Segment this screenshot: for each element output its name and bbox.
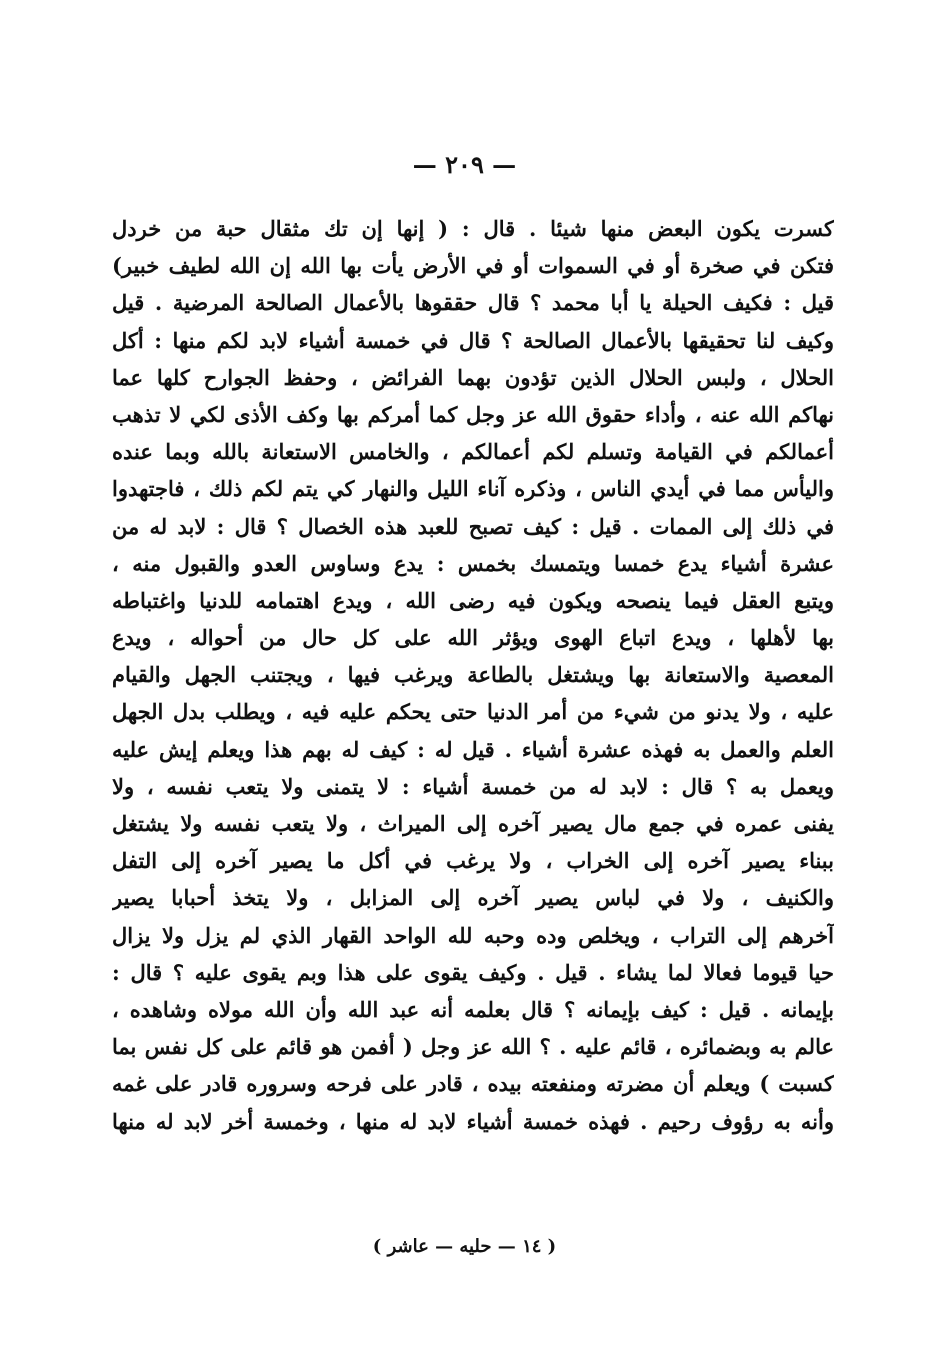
text-line: ببناء يصير آخره إلى الخراب ، ولا يرغب في أكل ما يصير آخره إلى التفل: [112, 848, 834, 874]
text-line: فتكن في صخرة أو في السموات أو في الأرض يأت بها الله إن الله لطيف خبير): [112, 253, 834, 279]
text-line: والكنيف ، ولا في لباس يصير آخره إلى المزابل ، ولا يتخذ أحبابا يصير: [112, 885, 834, 911]
text-line: عليه ، ولا يدنو من شيء من أمر الدنيا حتى يحكم عليه فيه ، ويطلب بدل الجهل: [112, 699, 834, 725]
text-line: واليأس مما في أيدي الناس ، وذكره آناء الليل والنهار كي يتم لكم ذلك ، فاجتهدوا: [112, 476, 834, 502]
text-line: وأنه به رؤوف رحيم . فهذه خمسة أشياء لابد له منها ، وخمسة أخر لابد له منها: [112, 1108, 834, 1134]
text-line: في ذلك إلى الممات . قيل : كيف تصبح للعبد هذه الخصال ؟ قال : لابد له من: [112, 513, 834, 539]
text-line: قيل : فكيف الحيلة يا أبا محمد ؟ قال حققوها بالأعمال الصالحة المرضية . قيل: [112, 290, 834, 316]
printer-signature: ( ١٤ — حليه — عاشر ): [372, 1236, 557, 1257]
text-line: الحلال ، ولبس الحلال الذين تؤدون بهما الفرائض ، وحفظ الجوارح كلها عما: [112, 364, 834, 390]
text-line: نهاكم الله عنه ، وأداء حقوق الله عز وجل كما أمركم بها وكف الأذى لكي لا تذهب: [112, 401, 834, 427]
text-line: أعمالكم في القيامة وتسلم لكم أعمالكم ، والخامس الاستعانة بالله وبما عنده: [112, 439, 834, 465]
body-text: [112, 210, 834, 1140]
text-line: كسرت يكون البعض منها شيئا . قال : ( إنها إن تك مثقال حبة من خردل: [112, 216, 834, 241]
text-line: يفنى عمره في جمع مال يصير آخره إلى الميراث ، ولا يتعب نفسه ولا يشتغل: [112, 811, 834, 836]
text-line: ويعمل به ؟ قال : لابد له من خمسة أشياء : لا يتمنى ولا يتعب نفسه ، ولا: [112, 773, 834, 799]
text-line: العلم والعمل به فهذه عشرة أشياء . قيل له : كيف له بهم هذا ويعلم إيش عليه: [112, 736, 834, 762]
text-line: كسبت ) ويعلم أن مضرته ومنفعته بيده ، قادر على فرحه وسروره قادر على غمه: [112, 1071, 834, 1097]
page-number: — ٢٠٩ —: [412, 150, 517, 179]
text-line: آخرهم إلى التراب ، ويخلص وده وحبه لله الواحد القهار الذي لم يزل ولا يزال: [112, 922, 834, 948]
text-line: المعصية والاستعانة بها ويشتغل بالطاعة ويرغب فيها ، ويجتنب الجهل والقيام: [112, 662, 834, 688]
text-line: وكيف لنا تحقيقها بالأعمال الصالحة ؟ قال في خمسة أشياء لابد لكم منها : أكل: [112, 327, 834, 353]
text-line: ويتبع العقل فيما ينصحه ويكون فيه رضى الله ، ويدع اهتمامه للدنيا واغتباطه: [112, 587, 834, 613]
text-line: بإيمانه . قيل : كيف بإيمانه ؟ قال بعلمه أنه عبد الله وأن الله مولاه وشاهده ،: [112, 996, 834, 1022]
text-line: حيا قيوما فعالا لما يشاء . قيل . وكيف يقوى على هذا وبم يقوى عليه ؟ قال :: [112, 959, 834, 985]
text-line: عالم به وبضمائره ، قائم عليه . ؟ الله عز وجل ( أفمن هو قائم على كل نفس بما: [112, 1034, 834, 1060]
text-line: بها لأهلها ، ويدع اتباع الهوى ويؤثر الله على كل حال من أحواله ، ويدع: [112, 625, 834, 651]
text-line: عشرة أشياء يدع خمسا ويتمسك بخمس : يدع وساوس العدو والقبول منه ،: [112, 550, 834, 576]
